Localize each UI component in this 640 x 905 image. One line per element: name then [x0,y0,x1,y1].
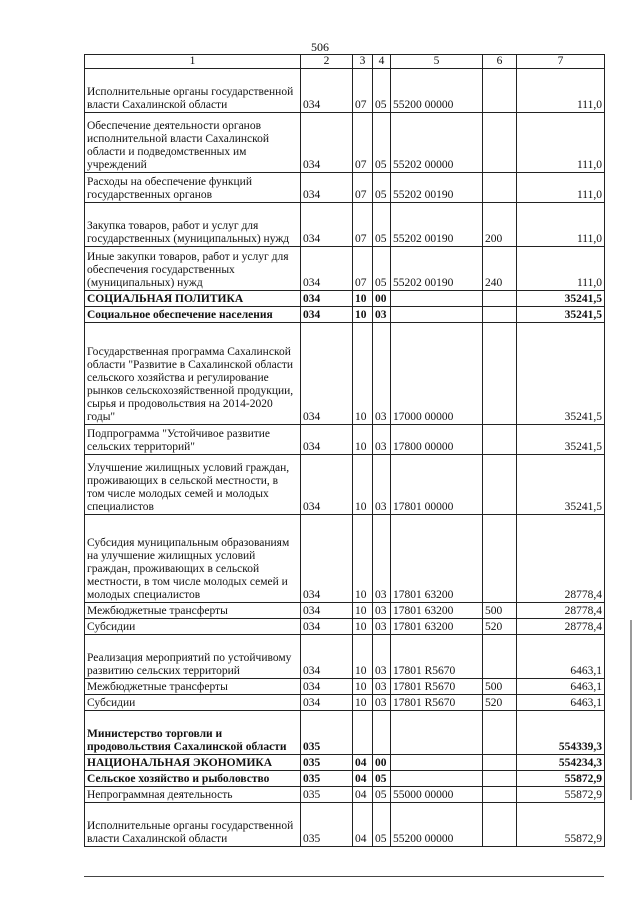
row-target-code [391,307,483,323]
page-number: 506 [311,40,329,54]
row-subsection: 03 [373,695,391,711]
row-section: 10 [353,455,373,515]
row-ministry-code: 034 [301,679,353,695]
row-target-code: 55202 00190 [391,173,483,203]
row-amount: 28778,4 [517,515,605,603]
row-subsection: 03 [373,323,391,425]
table-row [85,635,605,679]
row-name: Субсидии [85,695,301,711]
row-section: 07 [353,247,373,291]
row-section: 04 [353,771,373,787]
row-ministry-code: 035 [301,711,353,755]
row-section: 07 [353,113,373,173]
row-amount: 111,0 [517,113,605,173]
row-ministry-code: 034 [301,247,353,291]
row-section: 10 [353,603,373,619]
row-name: Межбюджетные трансферты [85,603,301,619]
row-name: Закупка товаров, работ и услуг для государственных (муниципальных) нужд [85,203,301,247]
header-col-2: 2 [301,55,353,69]
row-section: 07 [353,69,373,113]
row-subsection: 05 [373,113,391,173]
row-section: 07 [353,173,373,203]
row-expense-type [483,307,517,323]
row-subsection: 03 [373,307,391,323]
row-ministry-code: 034 [301,455,353,515]
row-target-code [391,711,483,755]
row-name: Непрограммная деятельность [85,787,301,803]
table-row [85,603,605,619]
row-target-code: 55200 00000 [391,803,483,847]
row-subsection: 05 [373,247,391,291]
row-subsection: 03 [373,679,391,695]
row-name: Исполнительные органы государственной власти Сахалинской области [85,803,301,847]
row-target-code: 17801 R5670 [391,635,483,679]
row-target-code: 17801 R5670 [391,695,483,711]
row-amount: 28778,4 [517,619,605,635]
table-row [85,771,605,787]
row-ministry-code: 034 [301,619,353,635]
row-ministry-code: 034 [301,291,353,307]
row-subsection: 05 [373,69,391,113]
row-target-code [391,291,483,307]
row-expense-type [483,113,517,173]
budget-table [84,54,605,847]
row-name: СОЦИАЛЬНАЯ ПОЛИТИКА [85,291,301,307]
scan-edge-mark [630,620,632,800]
row-section [353,711,373,755]
row-expense-type [483,755,517,771]
table-row [85,755,605,771]
table-row [85,291,605,307]
row-name: Субсидия муниципальным образованиям на улучшение жилищных условий граждан, проживающих в сельской местности, в том числе молодых семей и молодых специалистов [85,515,301,603]
row-ministry-code: 034 [301,603,353,619]
row-expense-type [483,173,517,203]
row-name: Реализация мероприятий по устойчивому развитию сельских территорий [85,635,301,679]
header-col-5: 5 [391,55,483,69]
row-amount: 35241,5 [517,425,605,455]
row-section: 07 [353,203,373,247]
row-amount: 111,0 [517,247,605,291]
row-expense-type: 500 [483,603,517,619]
row-name: Иные закупки товаров, работ и услуг для обеспечения государственных (муниципальных) нужд [85,247,301,291]
row-ministry-code: 034 [301,307,353,323]
table-row [85,679,605,695]
row-amount: 28778,4 [517,603,605,619]
header-col-4: 4 [373,55,391,69]
row-section: 10 [353,307,373,323]
bottom-scan-line [84,876,604,877]
row-subsection [373,711,391,755]
row-ministry-code: 034 [301,173,353,203]
row-subsection: 05 [373,771,391,787]
row-expense-type: 200 [483,203,517,247]
row-ministry-code: 034 [301,69,353,113]
row-expense-type [483,803,517,847]
row-name: Социальное обеспечение населения [85,307,301,323]
row-expense-type [483,455,517,515]
row-amount: 55872,9 [517,803,605,847]
row-target-code: 55202 00000 [391,113,483,173]
row-expense-type [483,69,517,113]
row-target-code: 17801 63200 [391,515,483,603]
row-subsection: 05 [373,803,391,847]
row-target-code: 17801 00000 [391,455,483,515]
row-section: 10 [353,425,373,455]
row-name: Сельское хозяйство и рыболовство [85,771,301,787]
table-row [85,619,605,635]
row-section: 10 [353,323,373,425]
table-row [85,247,605,291]
header-col-1: 1 [85,55,301,69]
row-subsection: 03 [373,603,391,619]
row-ministry-code: 035 [301,755,353,771]
row-subsection: 00 [373,291,391,307]
row-ministry-code: 034 [301,113,353,173]
table-row [85,787,605,803]
row-target-code: 17800 00000 [391,425,483,455]
row-target-code: 17801 R5670 [391,679,483,695]
header-col-3: 3 [353,55,373,69]
row-ministry-code: 034 [301,425,353,455]
table-row [85,113,605,173]
row-subsection: 03 [373,455,391,515]
row-section: 04 [353,755,373,771]
table-row [85,69,605,113]
table-row [85,323,605,425]
row-section: 10 [353,635,373,679]
row-name: НАЦИОНАЛЬНАЯ ЭКОНОМИКА [85,755,301,771]
table-row [85,203,605,247]
row-expense-type [483,425,517,455]
row-amount: 111,0 [517,69,605,113]
row-section: 10 [353,291,373,307]
row-expense-type [483,323,517,425]
row-amount: 35241,5 [517,291,605,307]
row-subsection: 05 [373,173,391,203]
row-name: Исполнительные органы государственной власти Сахалинской области [85,69,301,113]
row-expense-type: 520 [483,695,517,711]
table-row [85,695,605,711]
row-name: Подпрограмма "Устойчивое развитие сельских территорий" [85,425,301,455]
row-ministry-code: 034 [301,203,353,247]
table-row [85,455,605,515]
row-expense-type: 240 [483,247,517,291]
row-expense-type [483,635,517,679]
row-expense-type: 520 [483,619,517,635]
row-name: Расходы на обеспечение функций государственных органов [85,173,301,203]
row-subsection: 03 [373,635,391,679]
row-amount: 111,0 [517,203,605,247]
header-col-7: 7 [517,55,605,69]
row-subsection: 03 [373,515,391,603]
table-row [85,425,605,455]
row-amount: 6463,1 [517,679,605,695]
row-expense-type [483,711,517,755]
row-name: Обеспечение деятельности органов исполнительной власти Сахалинской области и подведомственных им учреждений [85,113,301,173]
row-expense-type: 500 [483,679,517,695]
row-section: 04 [353,803,373,847]
row-name: Министерство торговли и продовольствия Сахалинской области [85,711,301,755]
row-section: 10 [353,695,373,711]
row-section: 10 [353,679,373,695]
row-expense-type [483,515,517,603]
row-amount: 554234,3 [517,755,605,771]
row-ministry-code: 034 [301,695,353,711]
table-row [85,173,605,203]
row-amount: 554339,3 [517,711,605,755]
row-amount: 35241,5 [517,323,605,425]
table-row [85,803,605,847]
table-row [85,307,605,323]
row-amount: 6463,1 [517,695,605,711]
row-amount: 111,0 [517,173,605,203]
row-target-code: 17000 00000 [391,323,483,425]
row-name: Улучшение жилищных условий граждан, проживающих в сельской местности, в том числе молодых семей и молодых специалистов [85,455,301,515]
row-ministry-code: 034 [301,635,353,679]
row-target-code [391,771,483,787]
row-ministry-code: 034 [301,515,353,603]
row-name: Межбюджетные трансферты [85,679,301,695]
row-ministry-code: 035 [301,803,353,847]
row-subsection: 03 [373,619,391,635]
row-subsection: 05 [373,203,391,247]
row-target-code: 55202 00190 [391,203,483,247]
row-ministry-code: 034 [301,323,353,425]
row-expense-type [483,771,517,787]
row-amount: 55872,9 [517,771,605,787]
row-section: 10 [353,619,373,635]
row-amount: 35241,5 [517,307,605,323]
header-col-6: 6 [483,55,517,69]
row-name: Государственная программа Сахалинской области "Развитие в Сахалинской области сельского хозяйства и регулирование рынков сельскохозяйственной продукции, сырья и продовольствия на 2014-2020 годы" [85,323,301,425]
row-target-code: 55000 00000 [391,787,483,803]
row-target-code: 17801 63200 [391,603,483,619]
row-section: 10 [353,515,373,603]
row-section: 04 [353,787,373,803]
row-expense-type [483,787,517,803]
row-target-code [391,755,483,771]
row-subsection: 03 [373,425,391,455]
row-amount: 6463,1 [517,635,605,679]
table-row [85,515,605,603]
row-subsection: 05 [373,787,391,803]
row-amount: 55872,9 [517,787,605,803]
row-amount: 35241,5 [517,455,605,515]
row-target-code: 55202 00190 [391,247,483,291]
row-expense-type [483,291,517,307]
table-header-row [85,55,605,69]
row-target-code: 17801 63200 [391,619,483,635]
row-name: Субсидии [85,619,301,635]
table-row [85,711,605,755]
row-ministry-code: 035 [301,787,353,803]
row-subsection: 00 [373,755,391,771]
row-ministry-code: 035 [301,771,353,787]
row-target-code: 55200 00000 [391,69,483,113]
